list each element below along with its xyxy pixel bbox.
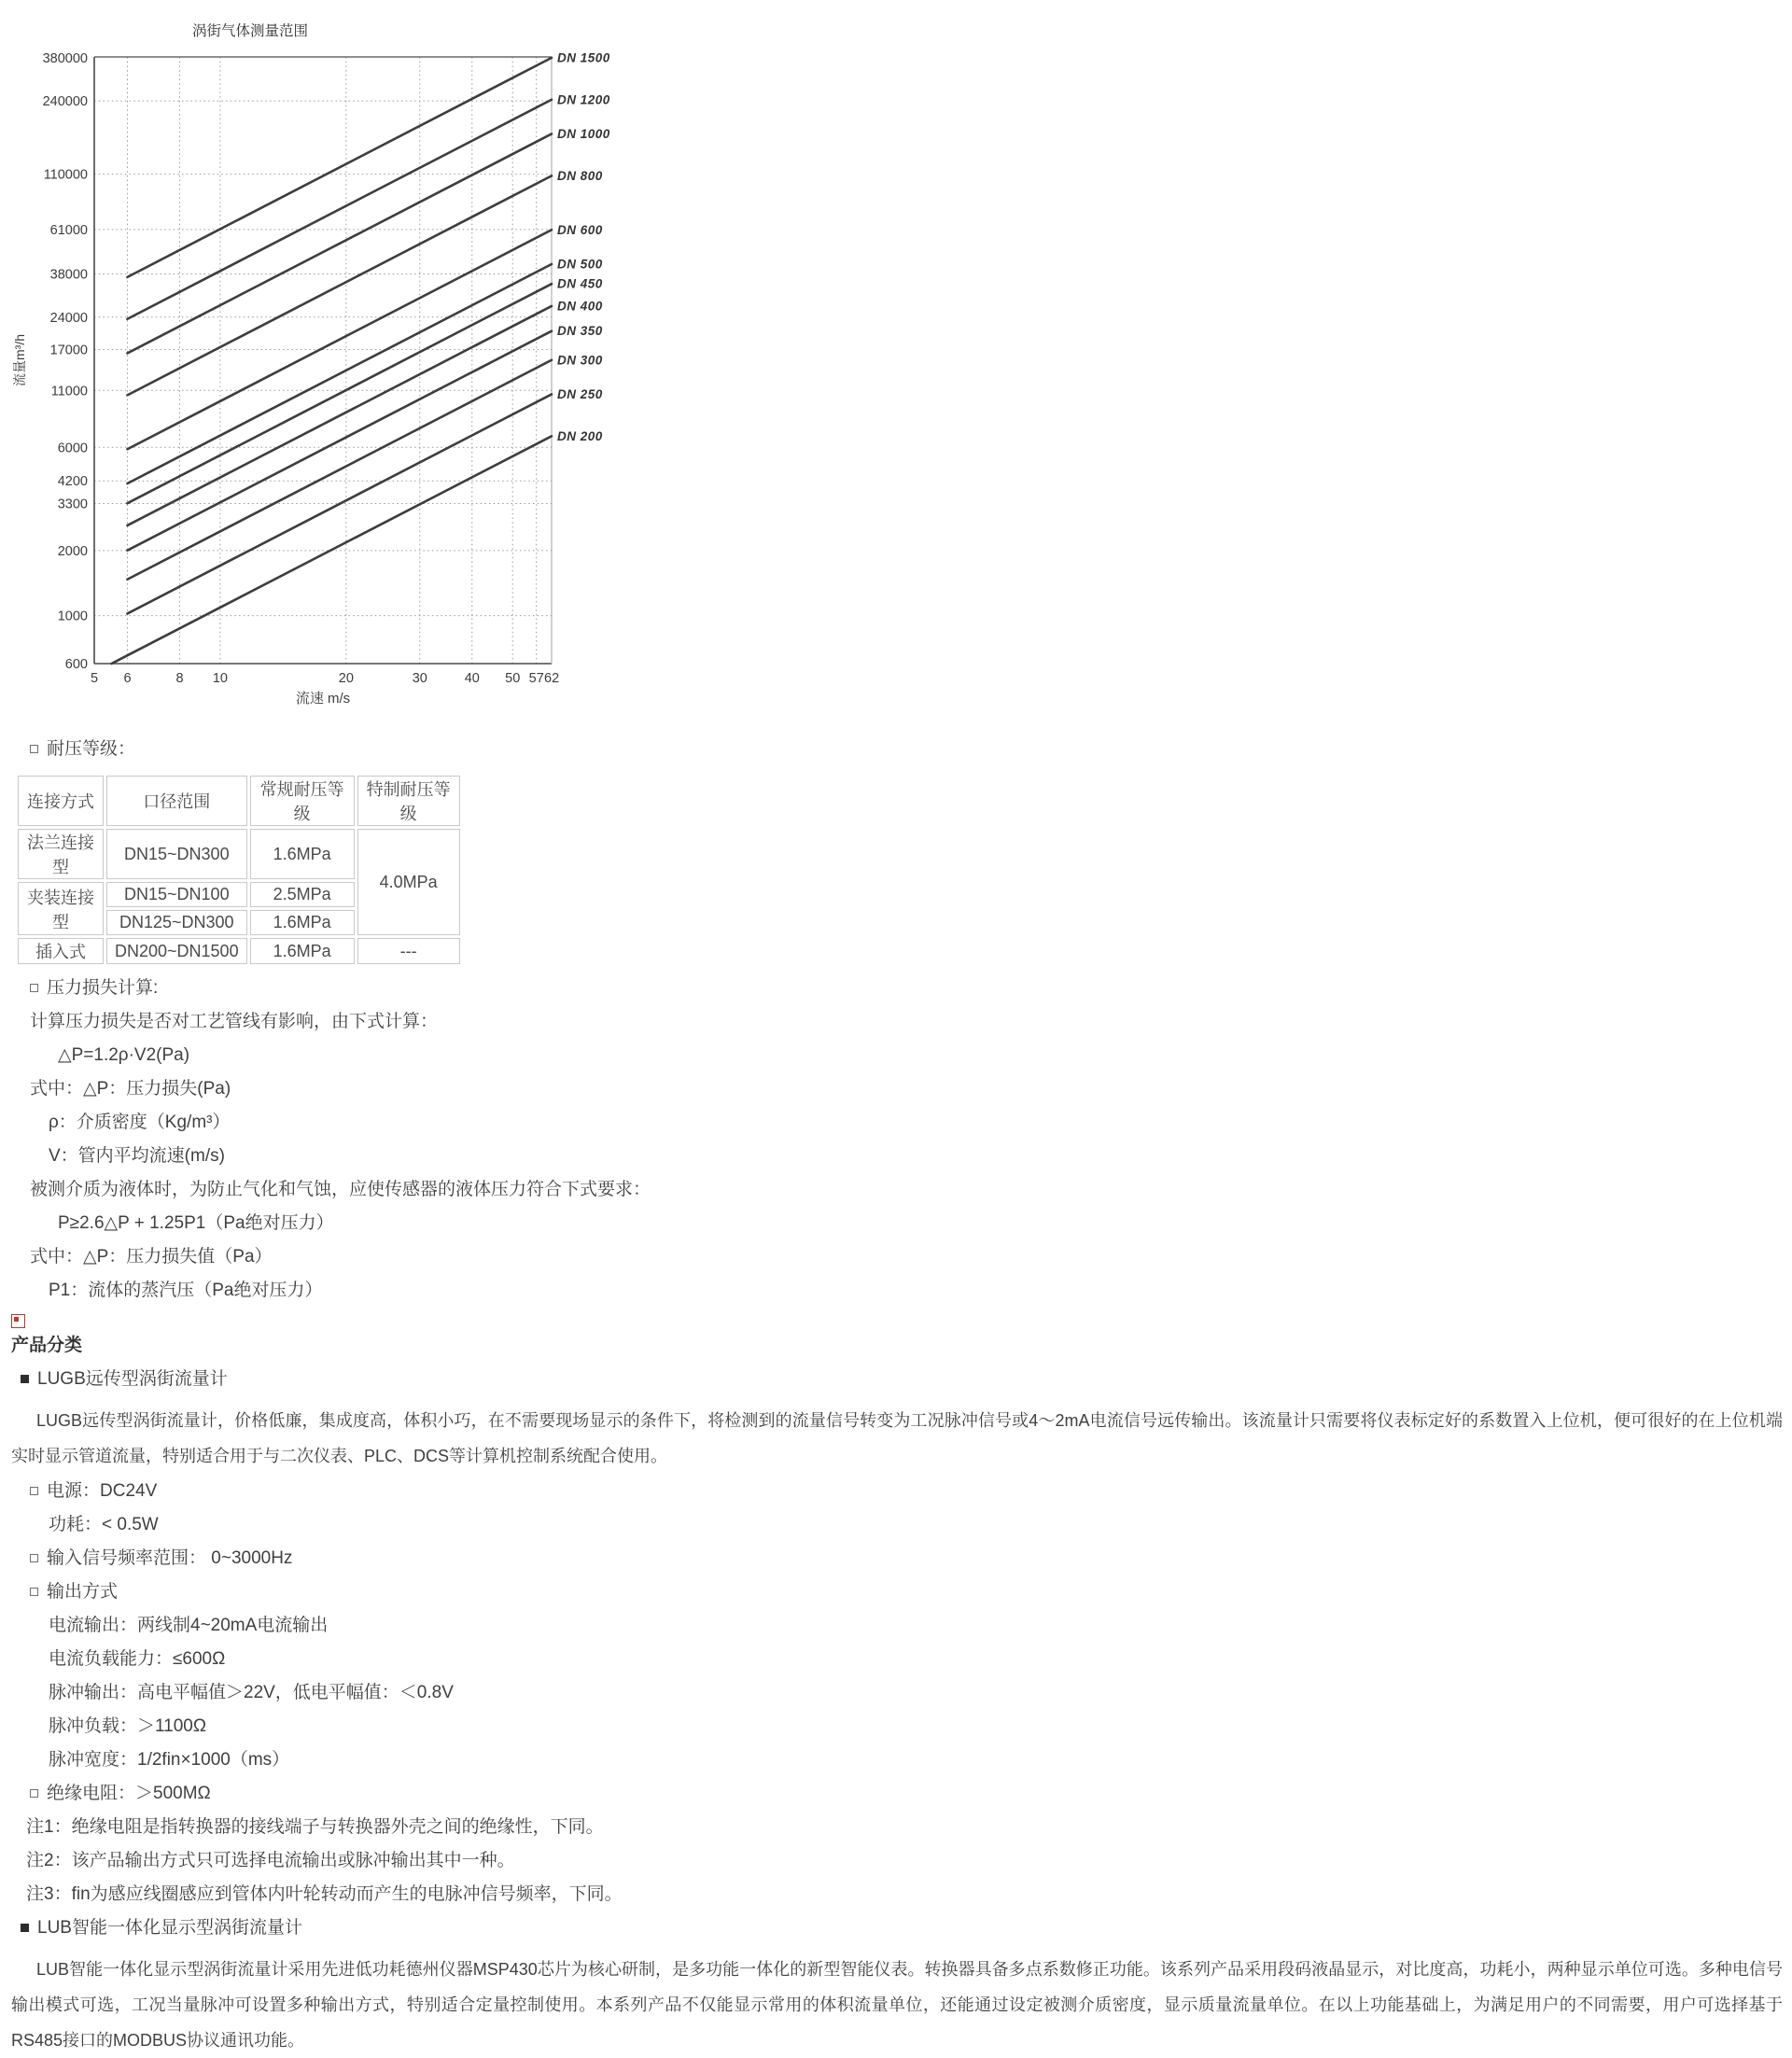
x-tick-label: 50 (505, 671, 521, 686)
y-tick-label: 3300 (57, 497, 88, 512)
table-header-cell: 连接方式 (18, 776, 104, 826)
x-tick-label: 10 (212, 671, 228, 686)
paragraph-lugb (9, 1403, 1783, 1474)
y-tick-label: 24000 (49, 310, 88, 326)
text: 输出方式 (47, 1582, 119, 1602)
text: 输入信号频率范围： 0~3000Hz (47, 1548, 293, 1568)
y-tick-label: 380000 (42, 50, 88, 66)
text: 脉冲输出：高电平幅值＞22V，低电平幅值：＜0.8V (49, 1683, 454, 1702)
series-label: DN 200 (557, 428, 603, 443)
series-label: DN 500 (557, 257, 603, 272)
spec-current-output (9, 1616, 1783, 1636)
series-label: DN 1200 (557, 92, 610, 107)
series-label: DN 250 (557, 386, 603, 401)
table-cell: --- (357, 938, 460, 964)
x-tick-label: 30 (412, 671, 427, 686)
note-3 (9, 1884, 1783, 1905)
text-line (9, 1146, 1783, 1167)
text: 注2：该产品输出方式只可选择电流输出或脉冲输出其中一种。 (26, 1851, 515, 1870)
text-line (9, 1012, 1783, 1032)
series-label: DN 1000 (557, 126, 610, 141)
text-line (9, 1113, 1783, 1133)
y-axis-label: 流量m³/h (12, 334, 27, 386)
pressure-rating-table (15, 773, 463, 967)
series-line-DN-200 (112, 436, 552, 664)
table-cell: 插入式 (18, 938, 104, 964)
broken-image-icon (11, 1314, 25, 1328)
series-line-DN-500 (127, 264, 552, 483)
table-cell: 1.6MPa (250, 829, 355, 879)
square-hollow-bullet-icon (30, 1554, 38, 1562)
x-tick-label: 40 (464, 671, 480, 686)
y-tick-label: 2000 (57, 543, 88, 559)
section-pressure-loss (9, 978, 1783, 999)
text: 绝缘电阻：＞500MΩ (47, 1784, 211, 1803)
text: 功耗：< 0.5W (49, 1515, 159, 1534)
section-title-product-category (9, 1336, 1783, 1356)
table-header-cell: 常规耐压等级 (250, 776, 355, 826)
icon-line (9, 1314, 1783, 1330)
table-cell: DN15~DN100 (106, 882, 247, 907)
chart-svg (6, 7, 622, 709)
text: LUB智能一体化显示型涡街流量计采用先进低功耗德州仪器MSP430芯片为核心研制，是多功能一体化的新型智能仪表。转换器具备多点系数修正功能。该系列产品采用段码液晶显示，对比度高，功耗小，两种显示单位可选。多种电信号输出模式可选，工况当量脉冲可设置多种输出方式，特别适合定量控制使用。本系列产品不仅能显示常用的体积流量单位，还能通过设定被测介质密度，显示质量流量单位。在以上功能基础上，为满足用户的不同需要，用户可选择基于RS485接口的MODBUS协议通讯功能。 (11, 1960, 1783, 2050)
square-hollow-bullet-icon (30, 1487, 38, 1495)
square-hollow-bullet-icon (30, 984, 38, 992)
text: 电流输出：两线制4~20mA电流输出 (49, 1616, 329, 1635)
square-filled-bullet-icon (21, 1924, 29, 1932)
square-hollow-bullet-icon (30, 745, 38, 753)
product-heading-lub (9, 1918, 1783, 1939)
spec-pulse-width (9, 1750, 1783, 1771)
x-axis-label: 流速 m/s (295, 691, 351, 707)
x-tick-label: 5 (90, 671, 99, 686)
text: P≥2.6△P + 1.25P1（Pa绝对压力） (58, 1213, 334, 1233)
formula-line (9, 1045, 1783, 1066)
table-cell: 4.0MPa (357, 829, 460, 935)
spec-insulation-resistance (9, 1784, 1783, 1804)
text: 电流负载能力：≤600Ω (49, 1649, 226, 1669)
x-tick-label: 6 (123, 671, 132, 686)
text: 压力损失计算: (47, 978, 159, 998)
y-tick-label: 61000 (49, 222, 88, 238)
text: 脉冲负载：＞1100Ω (49, 1716, 207, 1736)
series-label: DN 600 (557, 222, 603, 237)
paragraph-lub (9, 1952, 1783, 2058)
series-line-DN-350 (127, 331, 552, 551)
note-2 (9, 1851, 1783, 1871)
text: △P=1.2ρ·V2(Pa) (58, 1045, 190, 1065)
spec-output-mode (9, 1582, 1783, 1603)
table-cell: 法兰连接型 (18, 829, 104, 879)
spec-pulse-load (9, 1716, 1783, 1737)
note-1 (9, 1817, 1783, 1838)
y-tick-label: 110000 (43, 167, 88, 183)
table-cell: 1.6MPa (250, 910, 355, 935)
formula-line (9, 1213, 1783, 1234)
x-tick-label: 20 (338, 671, 354, 686)
text: LUGB远传型涡街流量计，价格低廉，集成度高，体积小巧，在不需要现场显示的条件下，将检测到的流量信号转变为工况脉冲信号或4～2mA电流信号远传输出。该流量计只需要将仪表标定好的系数置入上位机，便可很好的在上位机端实时显示管道流量，特别适合用于与二次仪表、PLC、DCS等计算机控制系统配合使用。 (11, 1411, 1783, 1465)
text: P1：流体的蒸汽压（Pa绝对压力） (49, 1281, 323, 1300)
x-tick-label: 8 (175, 671, 184, 686)
table-cell: DN15~DN300 (106, 829, 247, 879)
table-cell: 2.5MPa (250, 882, 355, 907)
table-header-cell: 口径范围 (106, 776, 247, 826)
spec-power (9, 1481, 1783, 1502)
text: ρ：介质密度（Kg/m³） (49, 1113, 231, 1132)
text: 注3：fin为感应线圈感应到管体内叶轮转动而产生的电脉冲信号频率，下同。 (26, 1884, 623, 1904)
text-line (9, 1281, 1783, 1301)
text-line (9, 1079, 1783, 1099)
product-heading-lugb (9, 1369, 1783, 1390)
text: 计算压力损失是否对工艺管线有影响，由下式计算： (30, 1012, 439, 1031)
text: LUGB远传型涡街流量计 (37, 1369, 228, 1389)
series-label: DN 800 (557, 168, 603, 183)
document-content (0, 739, 1792, 2058)
text-line (9, 1180, 1783, 1200)
table-cell: DN200~DN1500 (106, 938, 247, 964)
series-label: DN 1500 (557, 50, 610, 65)
table-header-cell: 特制耐压等级 (357, 776, 460, 826)
x-tick-label: 57 (528, 671, 544, 686)
spec-input-frequency (9, 1548, 1783, 1569)
series-label: DN 350 (557, 324, 603, 339)
y-tick-label: 6000 (57, 441, 88, 456)
spec-consumption (9, 1515, 1783, 1535)
text: 式中：△P：压力损失(Pa) (30, 1079, 231, 1099)
table-cell: 夹装连接型 (18, 882, 104, 935)
text: 电源：DC24V (47, 1481, 158, 1501)
y-tick-label: 600 (64, 657, 88, 672)
spec-pulse-output (9, 1683, 1783, 1703)
y-tick-label: 1000 (57, 609, 88, 624)
square-hollow-bullet-icon (30, 1588, 38, 1596)
spec-current-load (9, 1649, 1783, 1670)
table-cell: DN125~DN300 (106, 910, 247, 935)
gas-measurement-range-chart (0, 0, 1792, 711)
chart-title: 涡街气体测量范围 (191, 23, 309, 39)
series-label: DN 400 (557, 299, 603, 314)
y-tick-label: 11000 (50, 384, 88, 399)
table-cell: 1.6MPa (250, 938, 355, 964)
text: LUB智能一体化显示型涡街流量计 (37, 1918, 302, 1938)
x-tick-label: 62 (544, 671, 560, 686)
text: V：管内平均流速(m/s) (49, 1146, 225, 1166)
series-label: DN 300 (557, 353, 603, 368)
series-label: DN 450 (557, 276, 603, 291)
text: 被测介质为液体时，为防止气化和气蚀，应使传感器的液体压力符合下式要求： (30, 1180, 651, 1199)
section-pressure-rating (9, 739, 1783, 760)
text: 耐压等级： (47, 739, 136, 759)
text-line (9, 1247, 1783, 1267)
text: 脉冲宽度：1/2fin×1000（ms） (49, 1750, 290, 1770)
y-tick-label: 38000 (49, 267, 88, 283)
y-tick-label: 4200 (57, 474, 88, 490)
text: 式中：△P：压力损失值（Pa） (30, 1247, 273, 1267)
y-tick-label: 17000 (49, 343, 88, 358)
square-filled-bullet-icon (21, 1375, 29, 1383)
text: 注1：绝缘电阻是指转换器的接线端子与转换器外壳之间的绝缘性，下同。 (26, 1817, 604, 1837)
text: 产品分类 (11, 1336, 83, 1355)
square-hollow-bullet-icon (30, 1789, 38, 1798)
y-tick-label: 240000 (42, 94, 88, 110)
